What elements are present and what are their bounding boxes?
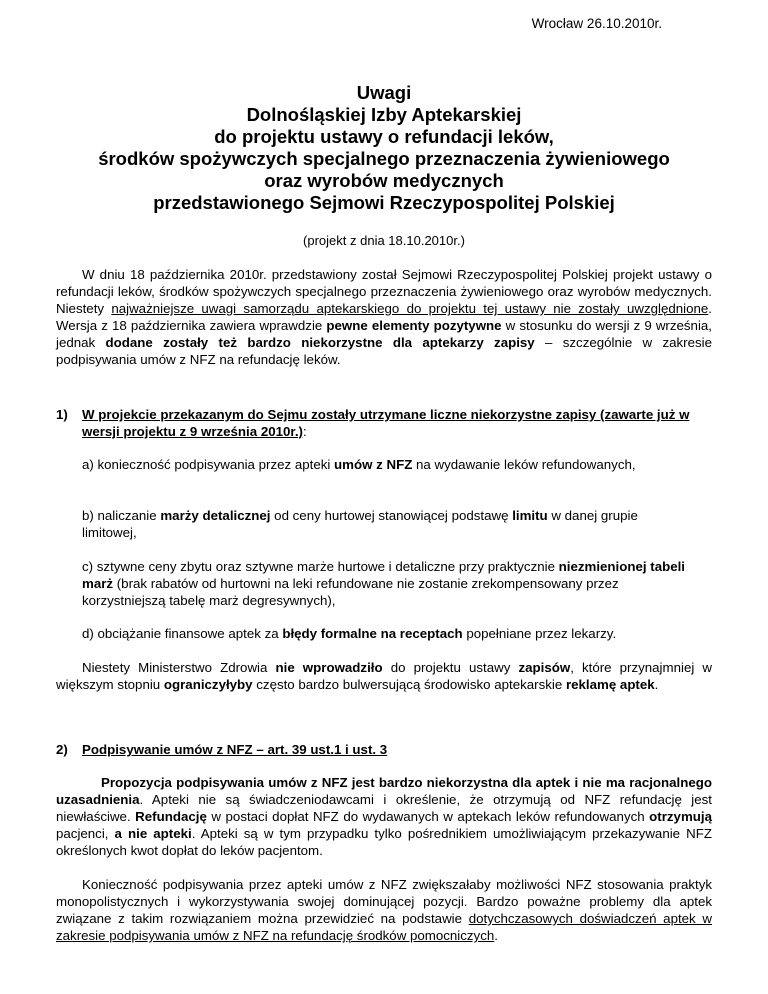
item-bold: limitu bbox=[512, 508, 548, 523]
item-text: c) sztywne ceny zbytu oraz sztywne marże hurtowe i detaliczne przy praktycznie bbox=[82, 559, 559, 574]
item-text: a) konieczność podpisywania przez apteki bbox=[82, 457, 335, 472]
document-title bbox=[0, 82, 768, 214]
para-bold: ograniczyłyby bbox=[163, 677, 253, 692]
para-bold: otrzymują bbox=[649, 809, 712, 824]
section-2-paragraph-2 bbox=[56, 876, 712, 944]
item-text: (brak rabatów od hurtowni na leki refundowane nie zostanie zrekompensowany przez korzystniejszą tabelę marż degresywnych), bbox=[82, 576, 619, 608]
para-bold: zapisów bbox=[518, 660, 571, 675]
intro-paragraph bbox=[56, 266, 712, 368]
item-text: w danej grupie limitowej, bbox=[82, 508, 638, 540]
item-text: b) naliczanie bbox=[82, 508, 161, 523]
section-1-paragraph bbox=[56, 659, 712, 693]
section-number: 1) bbox=[56, 407, 68, 422]
section-number: 2) bbox=[56, 742, 68, 757]
title-line: środków spożywczych specjalnego przeznaczenia żywieniowego bbox=[98, 148, 670, 169]
para-bold: Propozycja podpisywania umów z NFZ jest bardzo niekorzystna dla aptek i nie ma racjonalnego uzasadnienia bbox=[56, 775, 712, 807]
item-text: od ceny hurtowej stanowiącej podstawę bbox=[270, 508, 513, 523]
section-1-heading bbox=[56, 406, 712, 440]
title-line: Dolnośląskiej Izby Aptekarskiej bbox=[246, 104, 522, 125]
para-text: Konieczność podpisywania przez apteki umów z NFZ zwiększałaby możliwości NFZ stosowania praktyk monopolistycznych i wykorzystywania swojej dominującej pozycji. Bardzo poważne problemy dla aptek związane z takim rozwiązaniem można przewidzieć na podstawie bbox=[56, 877, 712, 926]
para-text: pacjenci, bbox=[56, 826, 115, 841]
title-line: do projektu ustawy o refundacji leków, bbox=[214, 126, 554, 147]
para-bold: nie wprowadziło bbox=[275, 660, 383, 675]
para-text: do projektu ustawy bbox=[382, 660, 519, 675]
para-text: . Apteki nie są świadczeniodawcami i określenie, że otrzymują od NFZ refundację jest niewłaściwe. bbox=[56, 792, 712, 824]
para-bold: a nie apteki bbox=[114, 826, 192, 841]
list-item bbox=[82, 625, 692, 642]
section-title: W projekcie przekazanym do Sejmu zostały utrzymane liczne niekorzystne zapisy (zawarte już w wersji projektu z 9 września 2010r.) bbox=[82, 407, 690, 439]
para-text: . Apteki są w tym przypadku tylko pośrednikiem umożliwiającym przekazywanie NFZ określonych kwot dopłat do leków pacjentom. bbox=[56, 826, 712, 858]
title-line: oraz wyrobów medycznych bbox=[264, 170, 504, 191]
title-line: przedstawionego Sejmowi Rzeczypospolitej Polskiej bbox=[153, 192, 615, 213]
item-bold: niezmienionej tabeli marż bbox=[82, 559, 686, 591]
document-subtitle: (projekt z dnia 18.10.2010r.) bbox=[303, 233, 465, 248]
intro-text: . Wersja z 18 października zawiera wprawdzie bbox=[56, 301, 712, 333]
para-text: . bbox=[654, 677, 659, 692]
item-text: popełniane przez lekarzy. bbox=[462, 626, 617, 641]
intro-bold: dodane zostały też bardzo niekorzystne dla aptekarzy zapisy bbox=[105, 335, 535, 350]
para-bold: reklamę aptek bbox=[565, 677, 655, 692]
intro-bold: pewne elementy pozytywne bbox=[326, 318, 502, 333]
para-text: w postaci dopłat NFZ do wydawanych w aptekach leków refundowanych bbox=[206, 809, 650, 824]
section-2-heading bbox=[56, 741, 712, 758]
list-item bbox=[82, 456, 692, 473]
intro-underlined: najważniejsze uwagi samorządu aptekarskiego do projektu tej ustawy nie zostały uwzględnione bbox=[111, 301, 709, 316]
para-text: często bardzo bulwersującą środowisko aptekarskie bbox=[252, 677, 566, 692]
item-bold: umów z NFZ bbox=[334, 457, 413, 472]
intro-text: – szczególnie w zakresie podpisywania umów z NFZ na refundację leków. bbox=[56, 335, 712, 367]
section-colon: : bbox=[302, 424, 307, 439]
item-text: d) obciążanie finansowe aptek za bbox=[82, 626, 283, 641]
intro-text: w stosunku do wersji z 9 września, jednak bbox=[56, 318, 712, 350]
para-underlined: dotychczasowych doświadczeń aptek w zakresie podpisywania umów z NFZ na refundację środków pomocniczych bbox=[56, 911, 713, 943]
para-text: . bbox=[494, 928, 498, 943]
section-title: Podpisywanie umów z NFZ – art. 39 ust.1 i ust. 3 bbox=[82, 742, 388, 757]
title-line: Uwagi bbox=[356, 82, 412, 103]
section-2-paragraph-1 bbox=[56, 774, 712, 859]
para-text: , które przynajmniej w większym stopniu bbox=[56, 660, 712, 692]
item-bold: marży detalicznej bbox=[160, 508, 271, 523]
item-bold: błędy formalne na receptach bbox=[282, 626, 463, 641]
intro-text: W dniu 18 października 2010r. przedstawiony został Sejmowi Rzeczypospolitej Polskiej projekt ustawy o refundacji leków, środków spożywczych specjalnego przeznaczenia żywieniowego oraz wyrobów medycznych. Niestety bbox=[56, 267, 712, 316]
list-item bbox=[82, 558, 692, 609]
para-text: Niestety Ministerstwo Zdrowia bbox=[82, 660, 276, 675]
document-date: Wrocław 26.10.2010r. bbox=[531, 16, 662, 31]
list-item bbox=[82, 507, 692, 541]
item-text: na wydawanie leków refundowanych, bbox=[412, 457, 636, 472]
para-bold: Refundację bbox=[135, 809, 207, 824]
